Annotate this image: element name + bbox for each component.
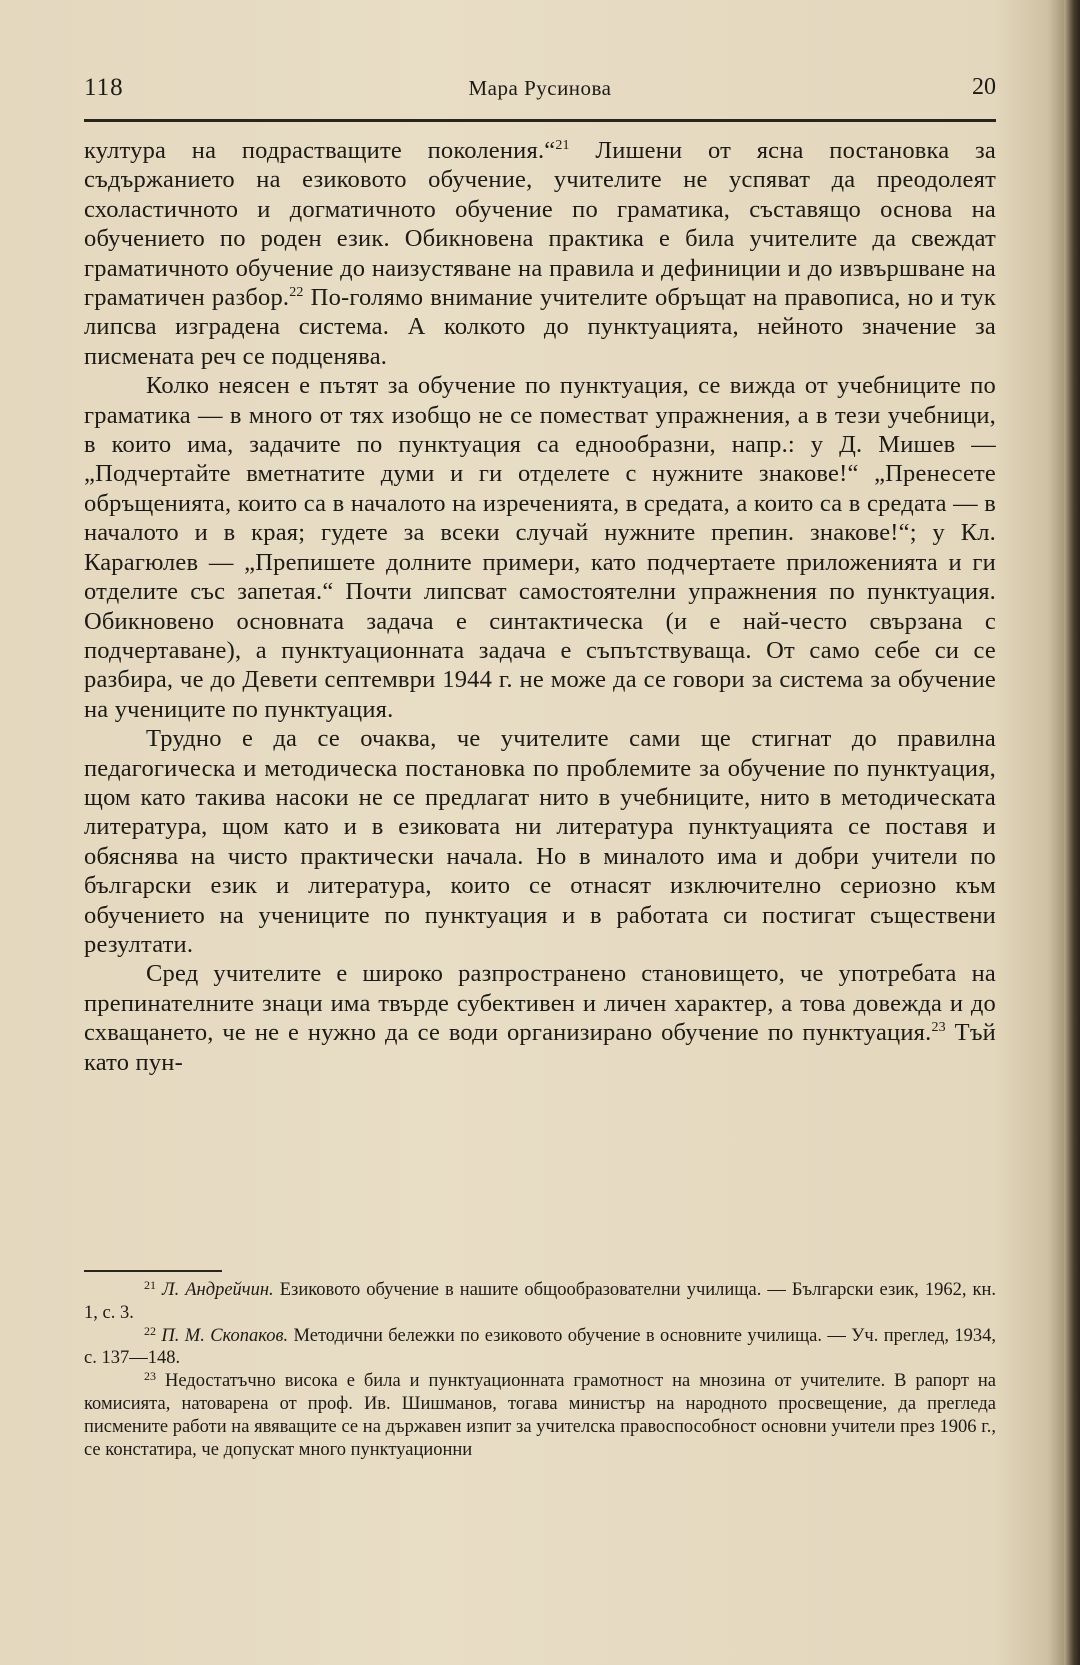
- body-text: [84, 136, 996, 1077]
- section-number: 20: [972, 74, 996, 100]
- running-title: Мара Русинова: [468, 76, 612, 100]
- paragraph-3: Трудно е да се очаква, че учителите сами ще стигнат до правилна педагогическа и методическа постановка по проблемите за обучение по пунктуация, щом като такива насоки не се предлагат нито в учебниците, нито в методическата литература, щом като и в езиковата ни литература пунктуацията се поставя и обяснява на чисто практически начала. Но в миналото има и добри учители по български език и литература, които се отнасят изключително сериозно към обучението на учениците по пунктуация и в работата си постигат съществени резултати.: [84, 725, 996, 958]
- paragraph-1: [84, 136, 996, 371]
- header-rule: [84, 119, 996, 122]
- page-header: [84, 68, 996, 108]
- footnotes: [84, 1279, 996, 1461]
- footnote-21: [84, 1279, 996, 1325]
- paragraph-2: Колко неясен е пътят за обучение по пунктуация, се вижда от учебниците по граматика — в много от тях изобщо не се помествaт упражнения, а в тези учебници, в които има, задачите по пунктуация са еднообразни, напр.: у Д. Мишев — „Подчертайте вметнатите думи и ги отделете с нужните знакове!“ „Пренесете обръщенията, които са в началото на изреченията, в средата, а които са в средата — в началото и в края; гудете за всеки случай нужните препин. знакове!“; у Кл. Карагюлев — „Препишете долните примери, като подчертаете приложенията и ги отделите със запетая.“ Почти липсват самостоятелни упражнения по пунктуация. Обикновено основната задача е синтактическа (и е най-често свързана с подчертаване), а пунктуационната задача е съпътствуваща. От само себе си се разбира, че до Девети септември 1944 г. не може да се говори за система за обучение на учениците по пунктуация.: [84, 372, 996, 723]
- footnote-number: 22: [144, 1323, 156, 1338]
- footnote-ref-23: 23: [931, 1020, 946, 1036]
- footnote-rule: [84, 1270, 222, 1272]
- paragraph-1-text-c: По-голямо внимание учителите обръщат на правописа, но и тук липсва изградена система. А колкото до пунктуацията, нейното значение за писмената реч се подценява.: [84, 284, 996, 370]
- paragraph-4-text-b: Тъй като пун-: [84, 1019, 996, 1076]
- footnote-text: Езиковото обучение в нашите общообразователни училища. — Български език, 1962, кн. 1, с. 3.: [84, 1280, 996, 1323]
- footnote-number: 23: [144, 1369, 156, 1384]
- page-number: 118: [84, 74, 124, 101]
- book-spine-edge: [1064, 0, 1080, 1665]
- footnote-ref-21: 21: [555, 138, 570, 153]
- footnote-ref-22: 22: [289, 285, 304, 301]
- footnote-number: 21: [144, 1278, 156, 1292]
- paragraph-4: [84, 959, 996, 1077]
- footnote-23: [84, 1370, 996, 1461]
- footnote-22: [84, 1325, 996, 1371]
- footnote-author: Л. Андрейчин.: [162, 1280, 274, 1300]
- paragraph-1-text-b: Лишени от ясна постановка за съдържанието на езиковото обучение, учителите не успяват да преодолеят схоластичното и догматичното обучение по граматика, съставящо основа на обучението по роден език. Обикновена практика е била учителите да свеждат граматичното обучение до наизустяване на правила и дефиниции и до извършване на граматичен разбор.: [84, 137, 996, 312]
- footnote-text: Методични бележки по езиковото обучение в основните училища. — Уч. преглед, 1934, с. 137—148.: [84, 1325, 997, 1369]
- paragraph-1-text-a: култура на подрастващите поколения.“: [84, 137, 556, 164]
- paragraph-4-text-a: Сред учителите е широко разпространено становището, че употребата на препинателните знаци има твърде субективен и личен характер, а това довежда и до схващането, че не е нужно да се води организирано обучение по пунктуация.: [84, 960, 996, 1047]
- footnote-text: Недостатъчно висока е била и пунктуационната грамотност на мнозина от учителите. В рапорт на комисията, натоварена от проф. Ив. Шишманов, тогава министър на народното просвещение, да прегледа писмените работи на явяващите се на държавен изпит за учителска правоспособност основни учители през 1906 г., се констатира, че допускат много пунктуационни: [84, 1371, 997, 1460]
- footnote-author: П. М. Скопаков.: [161, 1325, 289, 1346]
